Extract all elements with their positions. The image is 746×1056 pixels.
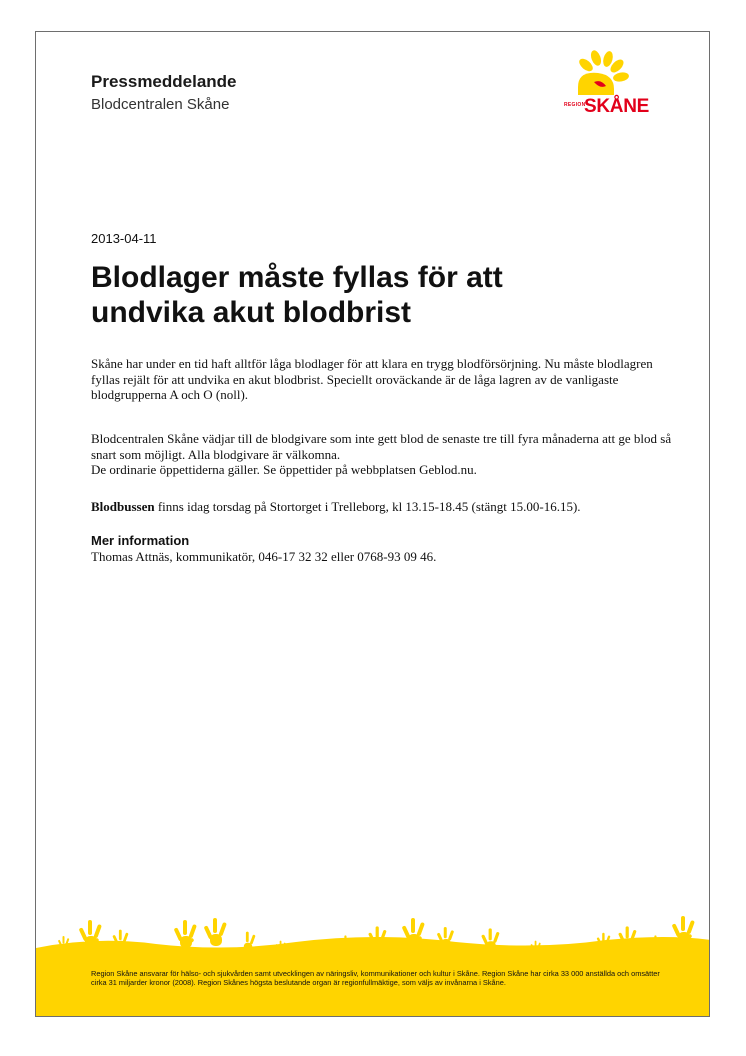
opening-hours-text: De ordinarie öppettiderna gäller. Se öppettider på webbplatsen Geblod.nu.	[91, 462, 477, 477]
paragraph-appeal	[91, 431, 681, 478]
footer-hands-decoration-icon	[36, 902, 710, 1017]
footer-about-text: Region Skåne ansvarar för hälso- och sjukvården samt utvecklingen av näringsliv, kommunikationer och kultur i Skåne. Region Skåne har cirka 33 000 anställda och omsätter cirka 31 miljarder kronor (2008). Region Skånes högsta beslutande organ är regionfullmäktige, som väljs av invånarna i Skåne.	[91, 969, 660, 987]
logo-region-text: REGION	[564, 102, 586, 108]
press-release-page	[35, 31, 710, 1017]
organization-name: Blodcentralen Skåne	[91, 96, 230, 113]
headline: Blodlager måste fyllas för att undvika akut blodbrist	[91, 261, 503, 329]
more-info-heading: Mer information	[91, 533, 190, 548]
paragraph-blood-bus	[91, 499, 681, 515]
blood-bus-text: finns idag torsdag på Stortorget i Trelleborg, kl 13.15-18.45 (stängt 15.00-16.15).	[154, 499, 581, 514]
blood-bus-label: Blodbussen	[91, 499, 155, 514]
release-date: 2013-04-11	[91, 231, 157, 246]
appeal-text: Blodcentralen Skåne vädjar till de blodgivare som inte gett blod de senaste tre till fyra månaderna att ge blod så snart som möjligt. Alla blodgivare är välkomna.	[91, 431, 672, 462]
document-type-title: Pressmeddelande	[91, 72, 237, 91]
logo-skane-text: SKÅNE	[584, 96, 650, 117]
contact-info: Thomas Attnäs, kommunikatör, 046-17 32 32 eller 0768-93 09 46.	[91, 549, 437, 564]
paragraph-blood-shortage: Skåne har under en tid haft alltför låga blodlager för att klara en trygg blodförsörjning. Nu måste blodlagren fyllas rejält för att undvika en akut blodbrist. Speciellt oroväckande är de låga lagren av de vanligaste blodgrupperna A och O (noll).	[91, 356, 653, 402]
